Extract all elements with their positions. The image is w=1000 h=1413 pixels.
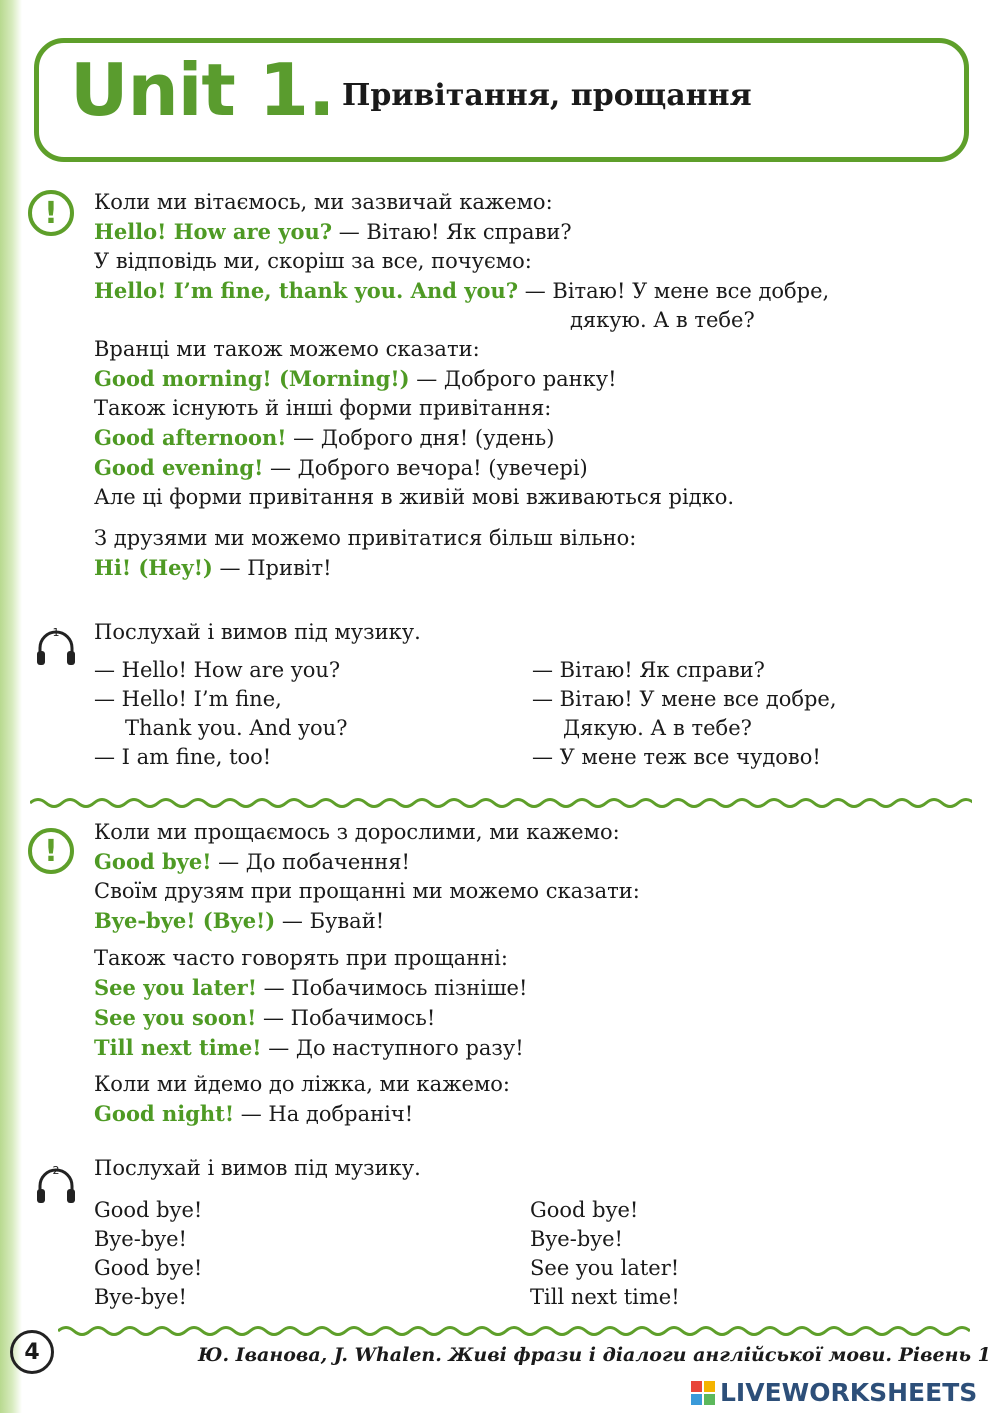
english-phrase: Bye-bye! (Bye!) bbox=[94, 908, 276, 933]
text-line bbox=[94, 524, 636, 553]
english-phrase: See you later! bbox=[94, 975, 257, 1000]
brand-name: LIVEWORKSHEETS bbox=[720, 1378, 978, 1407]
song-line: See you later! bbox=[530, 1256, 680, 1280]
explanation-text: — Побачимось пізніше! bbox=[256, 976, 528, 1000]
text-line bbox=[94, 483, 829, 512]
english-phrase: Hello! How are you? bbox=[94, 219, 333, 244]
song-line: Good bye! bbox=[94, 1256, 203, 1280]
good-night-section bbox=[94, 1070, 510, 1129]
text-line bbox=[94, 944, 527, 973]
explanation-text: Але ці форми привітання в живій мові вживаються рідко. bbox=[94, 485, 735, 509]
dialog-line: — Hello! I’m fine, bbox=[94, 687, 282, 711]
listen2-left-column bbox=[94, 1196, 202, 1312]
text-line bbox=[94, 1070, 510, 1099]
explanation-text: Вранці ми також можемо сказати: bbox=[94, 337, 480, 361]
english-phrase: Good bye! bbox=[94, 849, 212, 874]
explanation-text: З друзями ми можемо привітатися більш вільно: bbox=[94, 526, 637, 550]
footer-wavy-divider bbox=[58, 1324, 970, 1338]
unit-title: Unit 1. bbox=[70, 48, 335, 132]
unit-subtitle: Привітання, прощання bbox=[342, 78, 752, 113]
book-reference: Ю. Іванова, J. Whalen. Живі фрази і діалоги англійської мови. Рівень 1 bbox=[198, 1344, 991, 1366]
listen2-instruction: Послухай і вимов під музику. bbox=[94, 1156, 421, 1180]
dialog-line: — У мене теж все чудово! bbox=[532, 745, 821, 769]
dialog-line: — I am fine, too! bbox=[94, 745, 272, 769]
text-line bbox=[94, 1099, 510, 1129]
english-phrase: Hello! I’m fine, thank you. And you? bbox=[94, 278, 519, 303]
explanation-text: Також часто говорять при прощанні: bbox=[94, 946, 508, 970]
text-line bbox=[94, 553, 636, 583]
text-line bbox=[94, 423, 829, 453]
english-phrase: Good evening! bbox=[94, 455, 264, 480]
exclamation-icon: ! bbox=[28, 828, 74, 874]
english-phrase: Good afternoon! bbox=[94, 425, 287, 450]
listen1-instruction: Послухай і вимов під музику. bbox=[94, 620, 421, 644]
liveworksheets-logo-icon bbox=[690, 1380, 716, 1406]
song-line: Bye-bye! bbox=[530, 1227, 623, 1251]
exclamation-icon: ! bbox=[28, 190, 74, 236]
wavy-divider bbox=[30, 796, 972, 810]
explanation-text: — Бувай! bbox=[275, 909, 385, 933]
song-line: Good bye! bbox=[530, 1198, 639, 1222]
explanation-text: — На добраніч! bbox=[234, 1102, 414, 1126]
text-line bbox=[94, 973, 527, 1003]
text-line bbox=[94, 1003, 527, 1033]
explanation-text: Також існують й інші форми привітання: bbox=[94, 396, 552, 420]
often-phrases-section bbox=[94, 944, 527, 1063]
explanation-text: Коли ми прощаємось з дорослими, ми кажемо: bbox=[94, 820, 620, 844]
dialog-line: — Вітаю! У мене все добре, bbox=[532, 687, 837, 711]
explanation-text: Коли ми вітаємось, ми зазвичай кажемо: bbox=[94, 190, 553, 214]
text-line bbox=[94, 335, 829, 364]
explanation-text: — До наступного разу! bbox=[261, 1036, 524, 1060]
text-line bbox=[94, 217, 829, 247]
text-line bbox=[94, 1033, 527, 1063]
dialog-line: — Вітаю! Як справи? bbox=[532, 658, 765, 682]
english-phrase: Good night! bbox=[94, 1101, 235, 1126]
explanation-text: дякую. А в тебе? bbox=[570, 308, 755, 332]
song-line: Good bye! bbox=[94, 1198, 203, 1222]
explanation-text: — Доброго дня! (удень) bbox=[286, 426, 555, 450]
english-phrase: See you soon! bbox=[94, 1005, 257, 1030]
text-line bbox=[94, 847, 640, 877]
track-number: 2 bbox=[52, 1164, 60, 1177]
explanation-text: — Вітаю! Як справи? bbox=[332, 220, 572, 244]
explanation-text: — Побачимось! bbox=[256, 1006, 436, 1030]
explanation-text: Коли ми йдемо до ліжка, ми кажемо: bbox=[94, 1072, 510, 1096]
song-line: Till next time! bbox=[530, 1285, 680, 1309]
explanation-text: — Доброго ранку! bbox=[409, 367, 617, 391]
explanation-text: У відповідь ми, скоріш за все, почуємо: bbox=[94, 249, 532, 273]
explanation-text: — Вітаю! У мене все добре, bbox=[518, 279, 830, 303]
english-phrase: Good morning! (Morning!) bbox=[94, 366, 410, 391]
text-line bbox=[94, 276, 829, 306]
listen2-right-column bbox=[530, 1196, 680, 1312]
track-number: 1 bbox=[52, 626, 60, 639]
text-line bbox=[94, 394, 829, 423]
song-line: Bye-bye! bbox=[94, 1227, 187, 1251]
headphones-icon bbox=[34, 624, 78, 668]
explanation-text: — Привіт! bbox=[212, 556, 332, 580]
listen1-ukrainian-column bbox=[532, 656, 837, 772]
text-line bbox=[94, 453, 829, 483]
dialog-line: Дякую. А в тебе? bbox=[563, 716, 752, 740]
song-line: Bye-bye! bbox=[94, 1285, 187, 1309]
text-line bbox=[94, 188, 829, 217]
text-line bbox=[94, 364, 829, 394]
text-line bbox=[94, 906, 640, 936]
text-line bbox=[94, 306, 829, 335]
greetings-section bbox=[94, 188, 829, 512]
farewells-section bbox=[94, 818, 640, 936]
text-line bbox=[94, 877, 640, 906]
decorative-left-border bbox=[0, 0, 22, 1413]
text-line bbox=[94, 247, 829, 276]
explanation-text: — До побачення! bbox=[211, 850, 410, 874]
english-phrase: Till next time! bbox=[94, 1035, 262, 1060]
liveworksheets-logo[interactable] bbox=[690, 1378, 977, 1407]
headphones-icon bbox=[34, 1162, 78, 1206]
dialog-line: — Hello! How are you? bbox=[94, 658, 341, 682]
friends-section bbox=[94, 524, 636, 583]
english-phrase: Hi! (Hey!) bbox=[94, 555, 213, 580]
explanation-text: — Доброго вечора! (увечері) bbox=[263, 456, 588, 480]
listen1-english-column bbox=[94, 656, 347, 772]
explanation-text: Своїм друзям при прощанні ми можемо сказати: bbox=[94, 879, 640, 903]
page-number: 4 bbox=[10, 1330, 54, 1374]
dialog-line: Thank you. And you? bbox=[125, 716, 348, 740]
text-line bbox=[94, 818, 640, 847]
